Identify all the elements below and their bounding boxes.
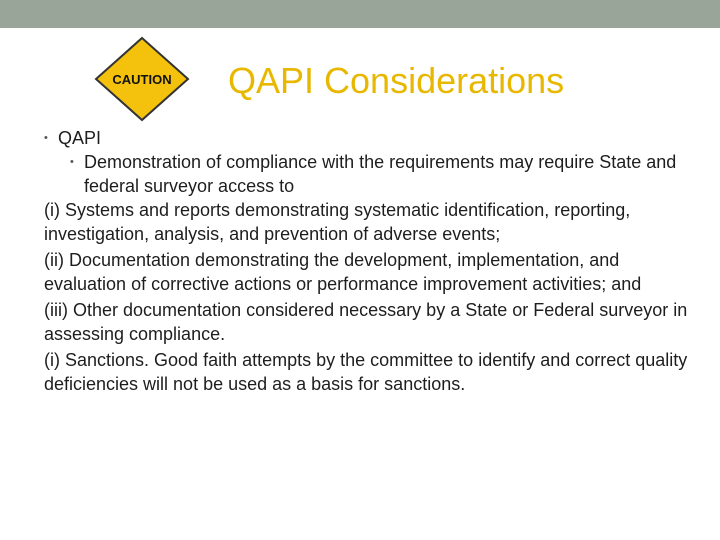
top-bar <box>0 0 720 28</box>
caution-label: CAUTION <box>112 72 172 87</box>
paragraph-4: (i) Sanctions. Good faith attempts by the committee to identify and correct quality deficiencies will not be used as a basis for sanctions. <box>44 350 688 394</box>
caution-sign-icon <box>92 36 192 122</box>
bullet-1-text: QAPI <box>58 128 102 148</box>
paragraph-2: (ii) Documentation demonstrating the development, implementation, and evaluation of corrective actions or performance improvement activities; and <box>44 250 642 294</box>
bullet-dot-icon: • <box>70 156 74 168</box>
slide-title: QAPI Considerations <box>228 60 565 101</box>
paragraph-3: (iii) Other documentation considered necessary by a State or Federal surveyor in assessing compliance. <box>44 300 688 344</box>
bullet-level-1 <box>44 126 694 150</box>
paragraph-1: (i) Systems and reports demonstrating systematic identification, reporting, investigation, analysis, and prevention of adverse events; <box>44 200 631 244</box>
bullet-level-2 <box>70 150 694 198</box>
bullet-2-text: Demonstration of compliance with the requirements may require State and federal surveyor access to <box>84 152 677 196</box>
slide-content <box>44 126 694 396</box>
bullet-dot-icon: • <box>44 132 48 144</box>
